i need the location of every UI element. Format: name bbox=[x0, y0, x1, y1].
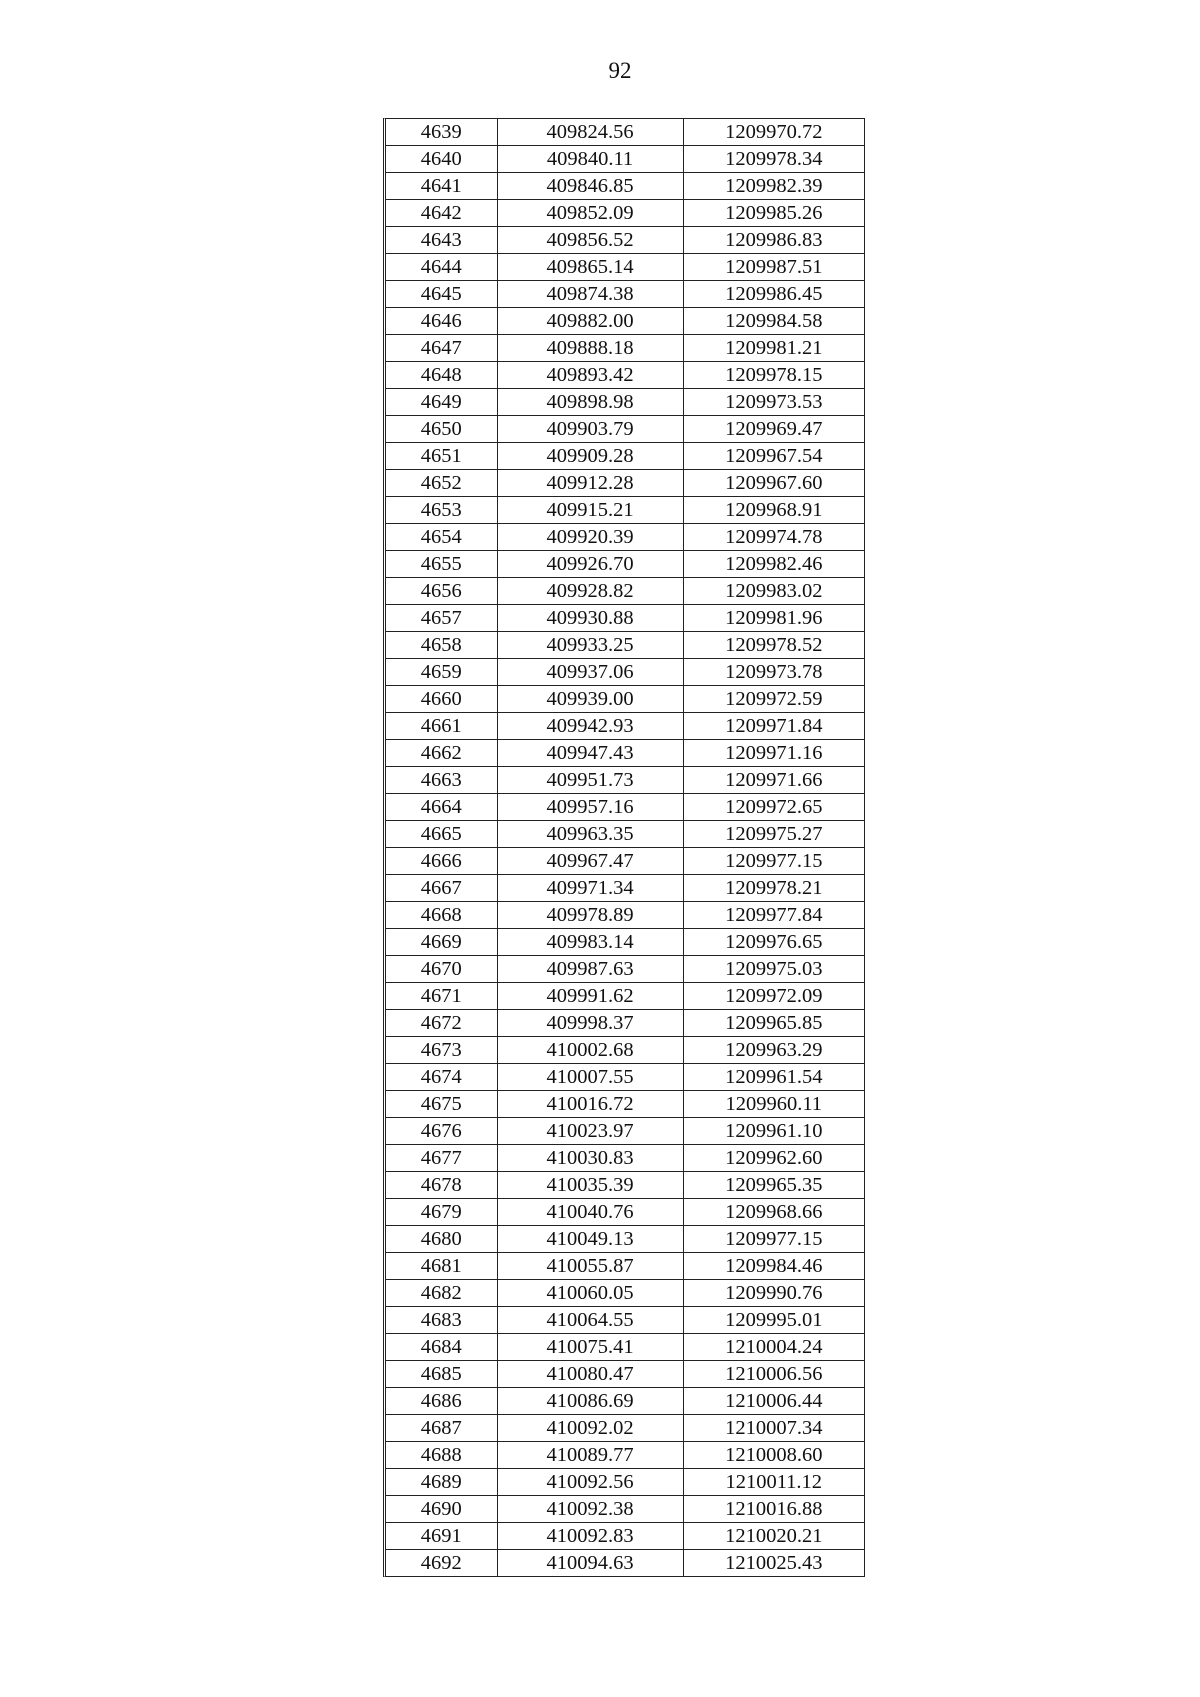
point-number-cell: 4686 bbox=[386, 1388, 497, 1415]
table-row bbox=[386, 524, 864, 551]
table-row bbox=[386, 119, 864, 146]
point-number-cell: 4685 bbox=[386, 1361, 497, 1388]
x-coordinate-cell: 409963.35 bbox=[497, 821, 683, 848]
y-coordinate-cell: 1209971.66 bbox=[683, 767, 864, 794]
table-row bbox=[386, 1253, 864, 1280]
x-coordinate-cell: 409846.85 bbox=[497, 173, 683, 200]
x-coordinate-cell: 409893.42 bbox=[497, 362, 683, 389]
y-coordinate-cell: 1209990.76 bbox=[683, 1280, 864, 1307]
x-coordinate-cell: 409928.82 bbox=[497, 578, 683, 605]
x-coordinate-cell: 409920.39 bbox=[497, 524, 683, 551]
point-number-cell: 4692 bbox=[386, 1550, 497, 1577]
y-coordinate-cell: 1210004.24 bbox=[683, 1334, 864, 1361]
x-coordinate-cell: 409971.34 bbox=[497, 875, 683, 902]
table-row bbox=[386, 848, 864, 875]
table-row bbox=[386, 146, 864, 173]
table-row bbox=[386, 1496, 864, 1523]
table-row bbox=[386, 200, 864, 227]
y-coordinate-cell: 1209974.78 bbox=[683, 524, 864, 551]
x-coordinate-cell: 410064.55 bbox=[497, 1307, 683, 1334]
table-row bbox=[386, 1118, 864, 1145]
point-number-cell: 4683 bbox=[386, 1307, 497, 1334]
table-row bbox=[386, 1010, 864, 1037]
table-row bbox=[386, 794, 864, 821]
point-number-cell: 4658 bbox=[386, 632, 497, 659]
x-coordinate-cell: 410007.55 bbox=[497, 1064, 683, 1091]
table-row bbox=[386, 1388, 864, 1415]
point-number-cell: 4641 bbox=[386, 173, 497, 200]
point-number-cell: 4646 bbox=[386, 308, 497, 335]
point-number-cell: 4656 bbox=[386, 578, 497, 605]
point-number-cell: 4678 bbox=[386, 1172, 497, 1199]
y-coordinate-cell: 1209968.91 bbox=[683, 497, 864, 524]
y-coordinate-cell: 1209975.27 bbox=[683, 821, 864, 848]
x-coordinate-cell: 409903.79 bbox=[497, 416, 683, 443]
point-number-cell: 4652 bbox=[386, 470, 497, 497]
y-coordinate-cell: 1209978.15 bbox=[683, 362, 864, 389]
table-row bbox=[386, 983, 864, 1010]
x-coordinate-cell: 409942.93 bbox=[497, 713, 683, 740]
y-coordinate-cell: 1210008.60 bbox=[683, 1442, 864, 1469]
point-number-cell: 4682 bbox=[386, 1280, 497, 1307]
x-coordinate-cell: 409983.14 bbox=[497, 929, 683, 956]
table-row bbox=[386, 767, 864, 794]
table-row bbox=[386, 254, 864, 281]
point-number-cell: 4643 bbox=[386, 227, 497, 254]
y-coordinate-cell: 1209967.54 bbox=[683, 443, 864, 470]
x-coordinate-cell: 410060.05 bbox=[497, 1280, 683, 1307]
point-number-cell: 4681 bbox=[386, 1253, 497, 1280]
table-row bbox=[386, 1523, 864, 1550]
x-coordinate-cell: 409987.63 bbox=[497, 956, 683, 983]
x-coordinate-cell: 409947.43 bbox=[497, 740, 683, 767]
y-coordinate-cell: 1209976.65 bbox=[683, 929, 864, 956]
point-number-cell: 4677 bbox=[386, 1145, 497, 1172]
y-coordinate-cell: 1209972.65 bbox=[683, 794, 864, 821]
y-coordinate-cell: 1209978.52 bbox=[683, 632, 864, 659]
point-number-cell: 4679 bbox=[386, 1199, 497, 1226]
table-row bbox=[386, 1226, 864, 1253]
x-coordinate-cell: 410075.41 bbox=[497, 1334, 683, 1361]
y-coordinate-cell: 1209978.34 bbox=[683, 146, 864, 173]
y-coordinate-cell: 1209984.46 bbox=[683, 1253, 864, 1280]
point-number-cell: 4664 bbox=[386, 794, 497, 821]
x-coordinate-cell: 409856.52 bbox=[497, 227, 683, 254]
x-coordinate-cell: 409939.00 bbox=[497, 686, 683, 713]
table-body bbox=[386, 119, 864, 1576]
x-coordinate-cell: 409915.21 bbox=[497, 497, 683, 524]
table-row bbox=[386, 389, 864, 416]
x-coordinate-cell: 410092.02 bbox=[497, 1415, 683, 1442]
point-number-cell: 4675 bbox=[386, 1091, 497, 1118]
y-coordinate-cell: 1209970.72 bbox=[683, 119, 864, 146]
point-number-cell: 4660 bbox=[386, 686, 497, 713]
y-coordinate-cell: 1209981.21 bbox=[683, 335, 864, 362]
y-coordinate-cell: 1209961.54 bbox=[683, 1064, 864, 1091]
x-coordinate-cell: 409852.09 bbox=[497, 200, 683, 227]
point-number-cell: 4654 bbox=[386, 524, 497, 551]
y-coordinate-cell: 1209971.16 bbox=[683, 740, 864, 767]
x-coordinate-cell: 410035.39 bbox=[497, 1172, 683, 1199]
y-coordinate-cell: 1210016.88 bbox=[683, 1496, 864, 1523]
point-number-cell: 4668 bbox=[386, 902, 497, 929]
x-coordinate-cell: 410094.63 bbox=[497, 1550, 683, 1577]
x-coordinate-cell: 409926.70 bbox=[497, 551, 683, 578]
point-number-cell: 4689 bbox=[386, 1469, 497, 1496]
y-coordinate-cell: 1209965.85 bbox=[683, 1010, 864, 1037]
y-coordinate-cell: 1209981.96 bbox=[683, 605, 864, 632]
table-row bbox=[386, 1550, 864, 1577]
x-coordinate-cell: 410092.83 bbox=[497, 1523, 683, 1550]
point-number-cell: 4662 bbox=[386, 740, 497, 767]
point-number-cell: 4670 bbox=[386, 956, 497, 983]
table-row bbox=[386, 1037, 864, 1064]
point-number-cell: 4645 bbox=[386, 281, 497, 308]
page-number: 92 bbox=[608, 58, 632, 83]
x-coordinate-cell: 409888.18 bbox=[497, 335, 683, 362]
point-number-cell: 4687 bbox=[386, 1415, 497, 1442]
y-coordinate-cell: 1210006.56 bbox=[683, 1361, 864, 1388]
y-coordinate-cell: 1209986.45 bbox=[683, 281, 864, 308]
y-coordinate-cell: 1210011.12 bbox=[683, 1469, 864, 1496]
table-row bbox=[386, 227, 864, 254]
point-number-cell: 4672 bbox=[386, 1010, 497, 1037]
x-coordinate-cell: 409930.88 bbox=[497, 605, 683, 632]
y-coordinate-cell: 1209977.15 bbox=[683, 848, 864, 875]
point-number-cell: 4653 bbox=[386, 497, 497, 524]
table-row bbox=[386, 578, 864, 605]
table-row bbox=[386, 686, 864, 713]
y-coordinate-cell: 1210007.34 bbox=[683, 1415, 864, 1442]
point-number-cell: 4691 bbox=[386, 1523, 497, 1550]
point-number-cell: 4688 bbox=[386, 1442, 497, 1469]
table-row bbox=[386, 281, 864, 308]
point-number-cell: 4680 bbox=[386, 1226, 497, 1253]
y-coordinate-cell: 1209983.02 bbox=[683, 578, 864, 605]
table-row bbox=[386, 1334, 864, 1361]
point-number-cell: 4659 bbox=[386, 659, 497, 686]
table-row bbox=[386, 875, 864, 902]
table-row bbox=[386, 1415, 864, 1442]
table-row bbox=[386, 740, 864, 767]
y-coordinate-cell: 1209984.58 bbox=[683, 308, 864, 335]
x-coordinate-cell: 410092.38 bbox=[497, 1496, 683, 1523]
x-coordinate-cell: 409912.28 bbox=[497, 470, 683, 497]
y-coordinate-cell: 1209986.83 bbox=[683, 227, 864, 254]
x-coordinate-cell: 409909.28 bbox=[497, 443, 683, 470]
point-number-cell: 4676 bbox=[386, 1118, 497, 1145]
table-row bbox=[386, 362, 864, 389]
x-coordinate-cell: 409937.06 bbox=[497, 659, 683, 686]
table-row bbox=[386, 821, 864, 848]
y-coordinate-cell: 1209977.15 bbox=[683, 1226, 864, 1253]
y-coordinate-cell: 1209960.11 bbox=[683, 1091, 864, 1118]
x-coordinate-cell: 410086.69 bbox=[497, 1388, 683, 1415]
table-row bbox=[386, 551, 864, 578]
point-number-cell: 4690 bbox=[386, 1496, 497, 1523]
y-coordinate-cell: 1209972.59 bbox=[683, 686, 864, 713]
point-number-cell: 4665 bbox=[386, 821, 497, 848]
y-coordinate-cell: 1210025.43 bbox=[683, 1550, 864, 1577]
x-coordinate-cell: 410023.97 bbox=[497, 1118, 683, 1145]
y-coordinate-cell: 1209968.66 bbox=[683, 1199, 864, 1226]
x-coordinate-cell: 409991.62 bbox=[497, 983, 683, 1010]
x-coordinate-cell: 410040.76 bbox=[497, 1199, 683, 1226]
y-coordinate-cell: 1209965.35 bbox=[683, 1172, 864, 1199]
table-row bbox=[386, 605, 864, 632]
y-coordinate-cell: 1209978.21 bbox=[683, 875, 864, 902]
point-number-cell: 4684 bbox=[386, 1334, 497, 1361]
x-coordinate-cell: 409978.89 bbox=[497, 902, 683, 929]
point-number-cell: 4640 bbox=[386, 146, 497, 173]
x-coordinate-cell: 409967.47 bbox=[497, 848, 683, 875]
x-coordinate-cell: 409951.73 bbox=[497, 767, 683, 794]
table-row bbox=[386, 335, 864, 362]
y-coordinate-cell: 1209971.84 bbox=[683, 713, 864, 740]
table-row bbox=[386, 713, 864, 740]
x-coordinate-cell: 409840.11 bbox=[497, 146, 683, 173]
table-row bbox=[386, 1064, 864, 1091]
table-row bbox=[386, 443, 864, 470]
y-coordinate-cell: 1209987.51 bbox=[683, 254, 864, 281]
point-number-cell: 4648 bbox=[386, 362, 497, 389]
table-row bbox=[386, 308, 864, 335]
y-coordinate-cell: 1209982.39 bbox=[683, 173, 864, 200]
x-coordinate-cell: 410049.13 bbox=[497, 1226, 683, 1253]
point-number-cell: 4666 bbox=[386, 848, 497, 875]
y-coordinate-cell: 1209995.01 bbox=[683, 1307, 864, 1334]
table-row bbox=[386, 1361, 864, 1388]
y-coordinate-cell: 1209967.60 bbox=[683, 470, 864, 497]
x-coordinate-cell: 410002.68 bbox=[497, 1037, 683, 1064]
x-coordinate-cell: 409957.16 bbox=[497, 794, 683, 821]
table-row bbox=[386, 956, 864, 983]
y-coordinate-cell: 1209961.10 bbox=[683, 1118, 864, 1145]
point-number-cell: 4671 bbox=[386, 983, 497, 1010]
table-row bbox=[386, 929, 864, 956]
coordinates-table bbox=[383, 118, 865, 1577]
table-row bbox=[386, 497, 864, 524]
y-coordinate-cell: 1209969.47 bbox=[683, 416, 864, 443]
x-coordinate-cell: 410030.83 bbox=[497, 1145, 683, 1172]
point-number-cell: 4649 bbox=[386, 389, 497, 416]
point-number-cell: 4639 bbox=[386, 119, 497, 146]
table-row bbox=[386, 1469, 864, 1496]
point-number-cell: 4651 bbox=[386, 443, 497, 470]
table-row bbox=[386, 902, 864, 929]
x-coordinate-cell: 409874.38 bbox=[497, 281, 683, 308]
point-number-cell: 4644 bbox=[386, 254, 497, 281]
point-number-cell: 4642 bbox=[386, 200, 497, 227]
table-row bbox=[386, 1307, 864, 1334]
table-row bbox=[386, 1172, 864, 1199]
table-row bbox=[386, 1280, 864, 1307]
y-coordinate-cell: 1209973.78 bbox=[683, 659, 864, 686]
x-coordinate-cell: 409898.98 bbox=[497, 389, 683, 416]
y-coordinate-cell: 1209985.26 bbox=[683, 200, 864, 227]
table-row bbox=[386, 1145, 864, 1172]
x-coordinate-cell: 410055.87 bbox=[497, 1253, 683, 1280]
y-coordinate-cell: 1210006.44 bbox=[683, 1388, 864, 1415]
y-coordinate-cell: 1209972.09 bbox=[683, 983, 864, 1010]
table-row bbox=[386, 416, 864, 443]
x-coordinate-cell: 409824.56 bbox=[497, 119, 683, 146]
y-coordinate-cell: 1209973.53 bbox=[683, 389, 864, 416]
point-number-cell: 4647 bbox=[386, 335, 497, 362]
point-number-cell: 4657 bbox=[386, 605, 497, 632]
table-row bbox=[386, 1091, 864, 1118]
x-coordinate-cell: 410016.72 bbox=[497, 1091, 683, 1118]
point-number-cell: 4663 bbox=[386, 767, 497, 794]
table-row bbox=[386, 1442, 864, 1469]
y-coordinate-cell: 1209975.03 bbox=[683, 956, 864, 983]
y-coordinate-cell: 1209963.29 bbox=[683, 1037, 864, 1064]
table-row bbox=[386, 1199, 864, 1226]
x-coordinate-cell: 410080.47 bbox=[497, 1361, 683, 1388]
table-row bbox=[386, 173, 864, 200]
x-coordinate-cell: 410089.77 bbox=[497, 1442, 683, 1469]
point-number-cell: 4650 bbox=[386, 416, 497, 443]
x-coordinate-cell: 410092.56 bbox=[497, 1469, 683, 1496]
table-row bbox=[386, 470, 864, 497]
table-row bbox=[386, 659, 864, 686]
point-number-cell: 4655 bbox=[386, 551, 497, 578]
point-number-cell: 4661 bbox=[386, 713, 497, 740]
y-coordinate-cell: 1209982.46 bbox=[683, 551, 864, 578]
point-number-cell: 4673 bbox=[386, 1037, 497, 1064]
y-coordinate-cell: 1209977.84 bbox=[683, 902, 864, 929]
y-coordinate-cell: 1210020.21 bbox=[683, 1523, 864, 1550]
x-coordinate-cell: 409933.25 bbox=[497, 632, 683, 659]
x-coordinate-cell: 409882.00 bbox=[497, 308, 683, 335]
point-number-cell: 4669 bbox=[386, 929, 497, 956]
y-coordinate-cell: 1209962.60 bbox=[683, 1145, 864, 1172]
x-coordinate-cell: 409865.14 bbox=[497, 254, 683, 281]
point-number-cell: 4667 bbox=[386, 875, 497, 902]
table-row bbox=[386, 632, 864, 659]
x-coordinate-cell: 409998.37 bbox=[497, 1010, 683, 1037]
point-number-cell: 4674 bbox=[386, 1064, 497, 1091]
